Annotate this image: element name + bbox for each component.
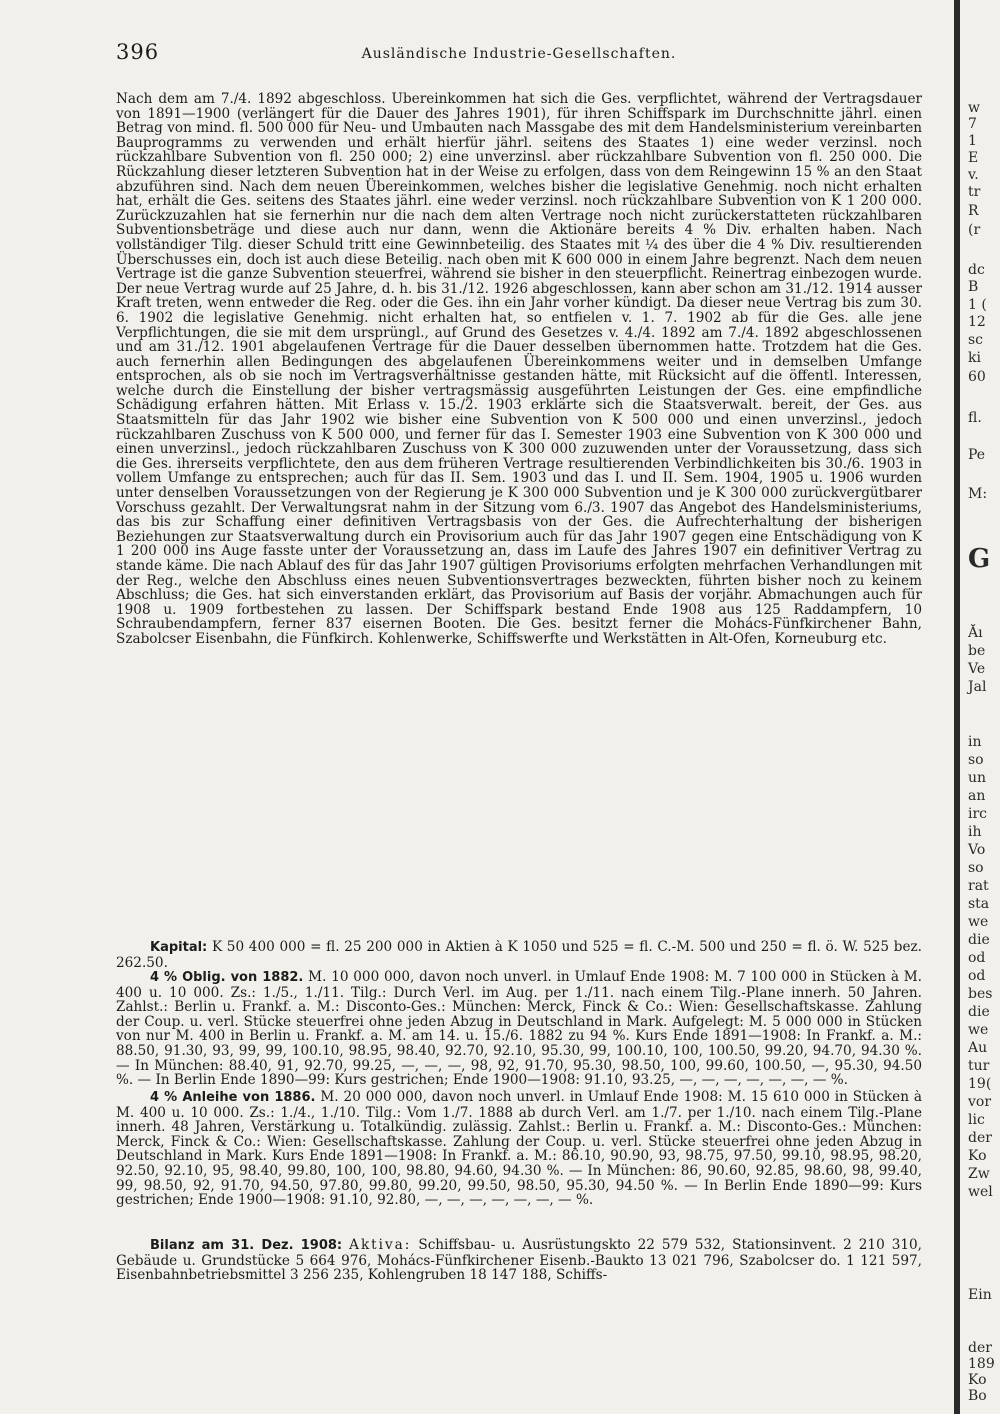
adjacent-fragment: in <box>968 734 982 750</box>
adjacent-fragment: so <box>968 860 984 876</box>
adjacent-fragment: so <box>968 752 984 768</box>
adjacent-fragment: dc <box>968 262 985 278</box>
adjacent-fragment: G <box>968 544 991 574</box>
kapital-label: Kapital: <box>150 940 208 955</box>
adjacent-fragment: R <box>968 203 979 219</box>
adjacent-fragment: Au <box>968 1040 988 1056</box>
adjacent-fragment: 60 <box>968 369 986 385</box>
adjacent-fragment: M: <box>968 486 988 502</box>
adjacent-fragment: we <box>968 1022 989 1038</box>
adjacent-fragment: (r <box>968 222 981 238</box>
adjacent-fragment: 1 <box>968 133 977 149</box>
adjacent-fragment: lic <box>968 1112 985 1128</box>
kapital-text: K 50 400 000 = fl. 25 200 000 in Aktien à K 1050 und 525 = fl. C.-M. 500 und 250 = fl. ö. W. 525 bez. 262.50. <box>116 940 922 970</box>
anleihe-1886-entry <box>116 1090 922 1238</box>
adjacent-fragment: 19( <box>968 1076 992 1092</box>
anleihe-1886-text: M. 20 000 000, davon noch unverl. in Umlauf Ende 1908: M. 15 610 000 in Stücken à M. 400 u. 10 000. Zs.: 1./4., 1./10. Tilg.: Vom 1./7. 1888 ab durch Verl. am 1./7. per 1./10. nach einem Tilg.-Plane innerh. 48 Jahren, Verstärkung u. Totalkündig. zulässig. Zahlst.: Berlin u. Frankf. a. M.: Disconto-Ges.: München: Merck, Finck & Co.: Wien: Gesellschaftskasse. Zahlung der Coup. u. verl. Stücke steuerfrei ohne jeden Abzug in Deutschland in Mark. Kurs Ende 1891—1908: In Frankf. a. M.: 86.10, 90.90, 93, 98.75, 97.50, 99.10, 98.95, 98.20, 92.50, 92.10, 95, 98.40, 99.80, 100, 100, 98.80, 94.60, 94.30 %. — In München: 86, 90.60, 92.85, 98.60, 98, 99.40, 99, 98.50, 92, 91.70, 94.50, 97.80, 99.80, 99.20, 99.50, 98.50, 95.30, 94.50 %. — In Berlin Ende 1890—99: Kurs gestrichen; Ende 1900—1908: 91.10, 92.80, —, —, —, —, —, —, — %. <box>116 1090 922 1209</box>
adjacent-fragment: der <box>968 1130 992 1146</box>
adjacent-fragment: B <box>968 279 979 295</box>
anleihe-1886-label: 4 % Anleihe von 1886. <box>150 1090 316 1105</box>
adjacent-fragment: sc <box>968 332 984 348</box>
adjacent-fragment: Pe <box>968 447 986 463</box>
bilanz-entry <box>116 1238 922 1282</box>
obligation-1882-text: M. 10 000 000, davon noch unverl. in Umlauf Ende 1908: M. 7 100 000 in Stücken à M. 400 u. 10 000. Zs.: 1./5., 1./11. Tilg.: Durch Verl. im Aug. per 1./11. nach einem Tilg.-Plane innerh. 50 Jahren. Zahlst.: Berlin u. Frankf. a. M.: Disconto-Ges.: München: Merck, Finck & Co.: Wien: Gesellschaftskasse. Zahlung der Coup. u. verl. Stücke steuerfrei ohne jeden Abzug in Deutschland in Mark. Aufgelegt: M. 5 000 000 in Stücken von nur M. 400 in Berlin u. Frankf. a. M. am 14. u. 15./6. 1882 zu 94 %. Kurs Ende 1891—1908: In Frankf. a. M.: 88.50, 91.30, 93, 99, 99, 100.10, 98.95, 98.40, 92.70, 92.10, 95.30, 99, 100.10, 100, 100.50, 99.20, 94.70, 94.30 %. — In München: 88.40, 91, 92.70, 99.25, —, —, —, 98, 92, 91.70, 95.30, 98.50, 100, 99.60, 100.50, —, 95.30, 94.50 %. — In Berlin Ende 1890—99: Kurs gestrichen; Ende 1900—1908: 91.10, 93.25, —, —, —, —, —, —, — %. <box>116 970 922 1089</box>
history-paragraph: Nach dem am 7./4. 1892 abgeschloss. Übereinkommen hat sich die Ges. verpflichtet, während der Vertragsdauer von 1891—1900 (verlängert für die Dauer des Jahres 1901), für ihren Schiffspark im Durchschnitte jährl. einen Betrag von mind. fl. 500 000 für Neu- und Umbauten nach Massgabe des mit dem Handelsministerium vereinbarten Bauprogramms zu verwenden und erhält hierfür jährl. seitens des Staates 1) eine weder verzinsl. noch rückzahlbare Subvention von fl. 250 000; 2) eine unverzinsl. aber rückzahlbare Subvention von fl. 250 000. Die Rückzahlung dieser letzteren Subvention hat in der Weise zu erfolgen, dass von dem Reingewinn 15 % an den Staat abzuführen sind. Nach dem neuen Übereinkommen, welches bisher die legislative Genehmig. noch nicht erhalten hat, erhält die Ges. seitens des Staates jährl. eine weder verzinsl. noch rückzahlbare Subvention von K 1 200 000. Zurückzuzahlen hat sie fernerhin nur die nach dem alten Vertrage noch nicht zurückerstatteten rückzahlbaren Subventionsbeträge und diese auch nur dann, wenn die Aktionäre bereits 4 % Div. erhalten haben. Nach vollständiger Tilg. dieser Schuld tritt eine Gewinnbeteilig. des Staates mit ¼ des über die 4 % Div. resultierenden Überschusses ein, doch ist auch diese Beteilig. nach oben mit K 600 000 in einem Jahre begrenzt. Nach dem neuen Vertrage ist die ganze Subvention steuerfrei, während sie bisher in den steuerpflicht. Reinertrag einbezogen wurde. Der neue Vertrag wurde auf 25 Jahre, d. h. bis 31./12. 1926 abgeschlossen, kann aber schon am 31./12. 1914 ausser Kraft treten, wenn entweder die Reg. oder die Ges. ihn ein Jahr vorher kündigt. Da dieser neue Vertrag bis zum 30. 6. 1902 die legislative Genehmig. nicht erhalten hat, so entfielen v. 1. 7. 1902 ab für die Ges. alle jene Verpflichtungen, die sie mit dem ursprüngl., auf Grund des Gesetzes v. 4./4. 1892 am 7./4. 1892 abgeschlossenen und am 31./12. 1901 abgelaufenen Vertrage für die Dauer desselben übernommen hatte. Trotzdem hat die Ges. auch fernerhin allen Bedingungen des abgelaufenen Übereinkommens weiter und in demselben Umfange entsprochen, als ob sie noch im Vertragsverhältnisse gestanden hätte, mit Rücksicht auf die öffentl. Interessen, welche durch die Einstellung der bisher vertragsmässig ausgeführten Leistungen der Ges. eine empfindliche Schädigung erfahren hätten. Mit Erlass v. 15./2. 1903 erklärte sich die Staatsverwalt. bereit, der Ges. aus Staatsmitteln für das Jahr 1902 wie bisher eine Subvention von K 500 000 und einen unverzinsl., jedoch rückzahlbaren Zuschuss von K 500 000, und ferner für das I. Semester 1903 eine Subvention von K 300 000 und einen unverzinsl., jedoch rückzahlbaren Zuschuss von K 300 000 zuzuwenden unter der Voraussetzung, dass sich die Ges. ihrerseits verpflichtete, den aus dem früheren Vertrage resultierenden Verbindlichkeiten bis 30./6. 1903 in vollem Umfange zu entsprechen; auch für das II. Sem. 1903 und das I. und II. Sem. 1904, 1905 u. 1906 wurden unter denselben Voraussetzungen von der Regierung je K 300 000 Subvention und je K 300 000 zurückvergütbarer Vorschuss gezahlt. Der Verwaltungsrat nahm in der Sitzung vom 6./3. 1907 das Angebot des Handelsministeriums, das bis zur Schaffung einer definitiven Vertragsbasis von der Ges. die Aufrechterhaltung der bisherigen Beziehungen zur Staatsverwaltung durch ein Provisorium auch für das Jahr 1907 gegen eine Entschädigung von K 1 200 000 ins Auge fasste unter der Voraussetzung an, dass im Laufe des Jahres 1907 ein definitiver Vertrag zu stande käme. Die nach Ablauf des für das Jahr 1907 gültigen Provisoriums erfolgten mehrfachen Verhandlungen mit der Reg., welche den Abschluss eines neuen Subventionsvertrages bezweckten, führten bisher noch zu keinem Abschluss; die Ges. hat sich einverstanden erklärt, das Provisorium auf Basis der vorjähr. Abmachungen auch für 1908 u. 1909 fortbestehen zu lassen. Der Schiffspark bestand Ende 1908 aus 125 Raddampfern, 10 Schraubendampfern, ferner 837 eisernen Booten. Die Ges. besitzt ferner die Mohács-Fünfkirchener Bahn, Szabolcser Eisenbahn, die Fünfkirch. Kohlenwerke, Schiffswerfte und Werkstätten in Alt-Ofen, Korneuburg etc. <box>116 92 922 647</box>
adjacent-fragment: ih <box>968 824 982 840</box>
adjacent-fragment: rat <box>968 878 989 894</box>
page-number: 396 <box>116 40 160 64</box>
adjacent-fragment: vor <box>968 1094 992 1110</box>
text-column <box>116 92 922 1282</box>
adjacent-fragment: od <box>968 968 986 984</box>
adjacent-fragment: wel <box>968 1184 993 1200</box>
adjacent-fragment: Ko <box>968 1372 987 1388</box>
adjacent-fragment: die <box>968 1004 990 1020</box>
bilanz-label: Bilanz am 31. Dez. 1908: <box>150 1238 343 1253</box>
adjacent-fragment: irc <box>968 806 988 822</box>
obligation-1882-entry <box>116 970 922 1090</box>
adjacent-fragment: Vo <box>968 842 986 858</box>
adjacent-fragment: be <box>968 643 986 659</box>
adjacent-fragment: Ve <box>968 661 986 677</box>
adjacent-page-edge <box>954 0 1000 1414</box>
adjacent-fragment: Zw <box>968 1166 990 1182</box>
adjacent-fragment: ki <box>968 350 981 366</box>
adjacent-fragment: we <box>968 914 989 930</box>
adjacent-fragment: tur <box>968 1058 990 1074</box>
adjacent-fragment: tr <box>968 184 981 200</box>
adjacent-fragment: 12 <box>968 314 986 330</box>
adjacent-fragment: od <box>968 950 986 966</box>
adjacent-fragment: bes <box>968 986 993 1002</box>
adjacent-fragment: 189 <box>968 1356 995 1372</box>
adjacent-fragment: un <box>968 770 987 786</box>
adjacent-fragment: 7 <box>968 116 977 132</box>
bilanz-text: Schiffsbau- u. Ausrüstungskto 22 579 532, Stationsinvent. 2 210 310, Gebäude u. Grundstücke 5 664 976, Mohács-Fünfkirchener Eisenb.-Baukto 13 021 796, Szabolcser do. 1 121 597, Eisenbahnbetriebsmittel 3 256 235, Kohlengruben 18 147 188, Schiffs- <box>116 1238 922 1282</box>
adjacent-fragment: Ăı <box>968 625 983 641</box>
adjacent-fragment: fl. <box>968 410 982 426</box>
kapital-entry <box>116 940 922 970</box>
adjacent-fragment: v. <box>968 167 979 183</box>
adjacent-fragment: Bo <box>968 1388 987 1404</box>
adjacent-fragment: die <box>968 932 990 948</box>
page-header <box>116 40 922 70</box>
adjacent-fragment: E <box>968 150 979 166</box>
adjacent-fragment: Ein <box>968 1287 992 1303</box>
running-title: Ausländische Industrie-Gesellschaften. <box>361 46 677 62</box>
adjacent-fragment: Jal <box>968 679 987 695</box>
bilanz-aktiva-label: Aktiva: <box>349 1238 412 1253</box>
page-gutter <box>954 0 960 1414</box>
adjacent-fragment: der <box>968 1340 992 1356</box>
obligation-1882-label: 4 % Oblig. von 1882. <box>150 970 304 985</box>
adjacent-fragment: an <box>968 788 986 804</box>
adjacent-fragment: w <box>968 100 980 116</box>
adjacent-fragment: sta <box>968 896 990 912</box>
adjacent-fragment: 1 ( <box>968 297 987 313</box>
adjacent-fragment: Ko <box>968 1148 987 1164</box>
